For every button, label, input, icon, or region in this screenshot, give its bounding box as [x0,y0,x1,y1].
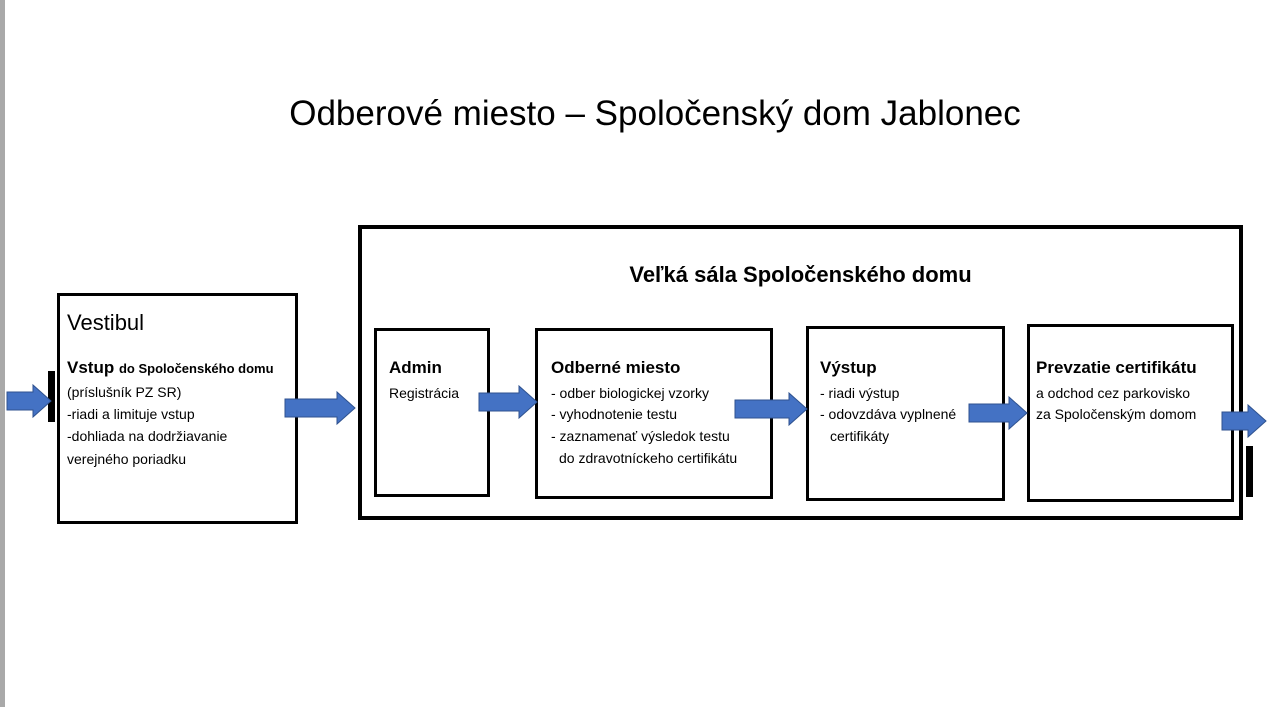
vestibul-heading-bold: Vstup [67,358,115,377]
arrow-admin-to-odberne-shape [479,386,537,418]
prevzatie-title: Prevzatie certifikátu [1036,358,1197,377]
vystup-line: - riadi výstup [820,385,900,401]
arrow-odberne-to-vystup-shape [735,393,807,425]
prevzatie-line: a odchod cez parkovisko [1036,385,1191,401]
vestibul-heading-rest: do Spoločenského domu [118,361,274,376]
vestibul-heading [67,358,274,378]
arrow-vestibul-to-hall [284,391,356,425]
page-title: Odberové miesto – Spoločenský dom Jablonec [289,94,1021,133]
odberne-miesto-line: - vyhodnotenie testu [551,406,678,422]
admin-line: Registrácia [389,385,460,401]
arrow-vystup-to-prevzatie [968,396,1028,430]
arrow-vystup-to-prevzatie-shape [969,397,1027,429]
exit-door-marker [1246,446,1253,497]
arrow-exit [1221,404,1267,438]
arrow-entry [6,384,52,418]
prevzatie-line: za Spoločenským domom [1036,406,1197,422]
vestibul-line: -dohliada na dodržiavanie [67,428,228,444]
admin-title: Admin [389,358,442,377]
vestibul-line: -riadi a limituje vstup [67,406,195,422]
admin-box [374,328,490,497]
odberne-miesto-line: - odber biologickej vzorky [551,385,709,401]
vestibul-title: Vestibul [67,310,145,335]
vystup-title: Výstup [820,358,877,377]
odberne-miesto-line: - zaznamenať výsledok testu [551,428,730,444]
arrow-odberne-to-vystup [734,392,808,426]
hall-title: Veľká sála Spoločenského domu [629,262,972,287]
vystup-line: certifikáty [830,428,890,444]
odberne-miesto-line: do zdravotníckeho certifikátu [559,450,738,466]
arrow-exit-shape [1222,405,1266,437]
arrow-admin-to-odberne [478,385,538,419]
vystup-line: - odovzdáva vyplnené [820,406,957,422]
odberne-miesto-title: Odberné miesto [551,358,681,377]
arrow-entry-shape [7,385,51,417]
arrow-vestibul-to-hall-shape [285,392,355,424]
vestibul-line: (príslušník PZ SR) [67,384,182,400]
vestibul-line: verejného poriadku [67,451,187,467]
